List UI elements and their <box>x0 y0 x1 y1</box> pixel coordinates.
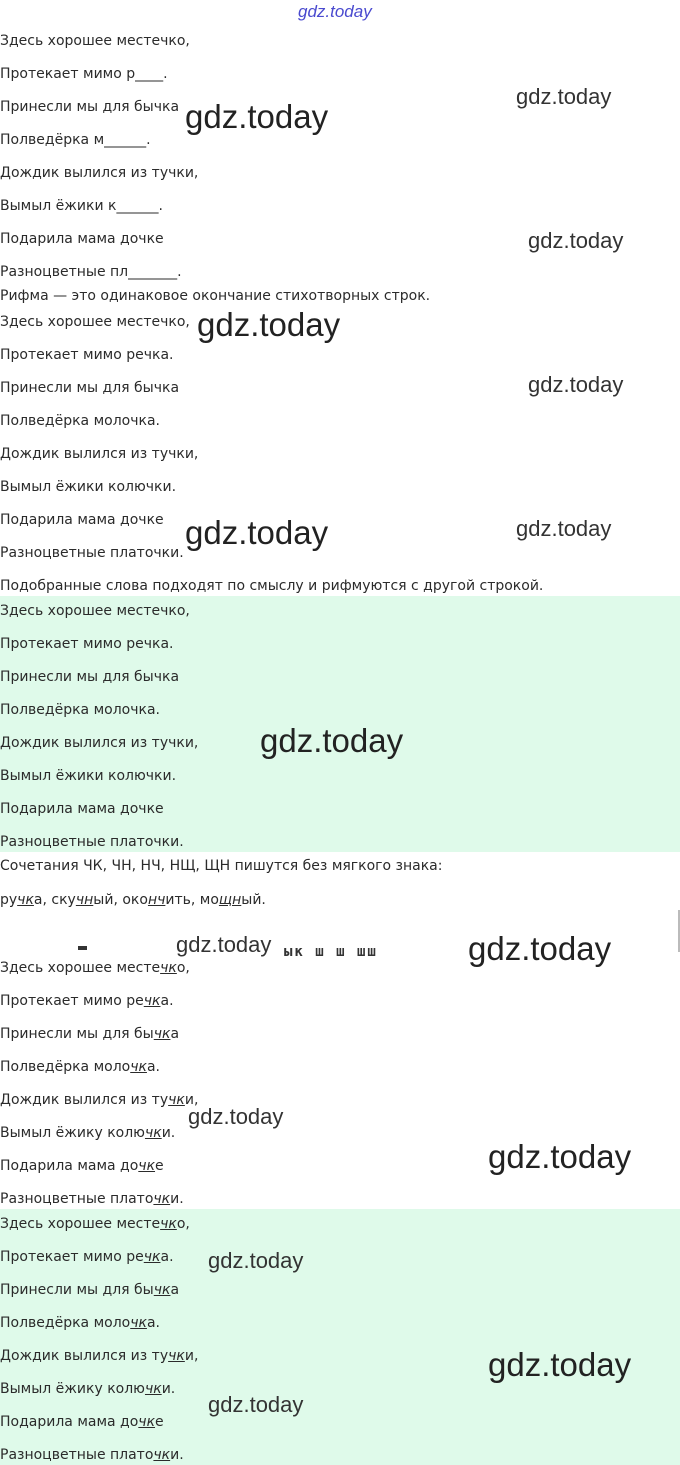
poem-line: Полведёрка молочка. <box>0 1315 160 1331</box>
poem-line: Протекает мимо речка. <box>0 636 174 652</box>
poem-line: Вымыл ёжику колючки. <box>0 1125 176 1141</box>
rule-note: Сочетания ЧК, ЧН, НЧ, НЩ, ЩН пишутся без мягкого знака: <box>0 858 443 874</box>
highlighted-letters: нч <box>147 892 166 908</box>
poem-line: Дождик вылился из тучки, <box>0 446 199 462</box>
poem-line: Полведёрка молочка. <box>0 1059 160 1075</box>
poem-line: Протекает мимо речка. <box>0 347 174 363</box>
watermark: gdz.today <box>468 930 612 967</box>
poem-line: Принесли мы для бычка <box>0 1282 180 1298</box>
poem-line: Принесли мы для бычка <box>0 1026 180 1042</box>
poem-line: Подарила мама дочке <box>0 1158 164 1174</box>
poem-line: Здесь хорошее местечко, <box>0 314 190 330</box>
poem-line: Принесли мы для бычка <box>0 99 180 115</box>
rhyme-note: Рифма — это одинаковое окончание стихотворных строк. <box>0 288 431 304</box>
watermark: gdz.today <box>528 372 624 397</box>
poem-line: Разноцветные платочки. <box>0 545 184 561</box>
watermark: gdz.today <box>208 1392 304 1417</box>
watermark: gdz.today <box>260 722 404 759</box>
watermark: gdz.today <box>488 1138 632 1175</box>
poem-line: Подарила мама дочке <box>0 231 164 247</box>
poem-line: Дождик вылился из тучки, <box>0 1092 199 1108</box>
garbled-mark <box>78 946 87 950</box>
poem-line: Дождик вылился из тучки, <box>0 1348 199 1364</box>
poem-line: Разноцветные платочки. <box>0 834 184 850</box>
poem-line: Полведёрка молочка. <box>0 413 160 429</box>
poem-line: Дождик вылился из тучки, <box>0 165 199 181</box>
poem-line: Протекает мимо речка. <box>0 1249 174 1265</box>
poem-line: Разноцветные пл_______. <box>0 264 182 280</box>
poem-line: Разноцветные платочки. <box>0 1447 184 1463</box>
watermark: gdz.today <box>197 306 341 343</box>
poem-line: Протекает мимо речка. <box>0 993 174 1009</box>
poem-line: Подарила мама дочке <box>0 801 164 817</box>
watermark: gdz.today <box>185 514 329 551</box>
watermark: gdz.today <box>176 932 272 957</box>
poem-line: Дождик вылился из тучки, <box>0 735 199 751</box>
poem-line: Здесь хорошее местечко, <box>0 33 190 49</box>
poem-line: Полведёрка м______. <box>0 132 151 148</box>
poem-line: Вымыл ёжику колючки. <box>0 1381 176 1397</box>
watermark: gdz.today <box>185 98 329 135</box>
poem-line: Вымыл ёжики к______. <box>0 198 163 214</box>
match-note: Подобранные слова подходят по смыслу и рифмуются с другой строкой. <box>0 578 544 594</box>
watermark: gdz.today <box>516 516 612 541</box>
poem-line: Разноцветные платочки. <box>0 1191 184 1207</box>
watermark: gdz.today <box>188 1104 284 1129</box>
watermark: gdz.today <box>516 84 612 109</box>
poem-line: Здесь хорошее местечко, <box>0 603 190 619</box>
watermark: gdz.today <box>528 228 624 253</box>
poem-line: Здесь хорошее местечко, <box>0 960 190 976</box>
poem-line: Полведёрка молочка. <box>0 702 160 718</box>
examples-line: ручка, скучный, окончить, мощный. <box>0 892 266 908</box>
watermark: gdz.today <box>208 1248 304 1273</box>
garbled-fragment: ык ш ш шш <box>284 944 378 960</box>
watermark: gdz.today <box>488 1346 632 1383</box>
watermark: gdz.today <box>298 2 372 21</box>
poem-line: Принесли мы для бычка <box>0 669 180 685</box>
poem-line: Подарила мама дочке <box>0 1414 164 1430</box>
highlighted-letters: чн <box>75 892 94 908</box>
poem-line: Вымыл ёжики колючки. <box>0 768 177 784</box>
poem-line: Принесли мы для бычка <box>0 380 180 396</box>
poem-line: Вымыл ёжики колючки. <box>0 479 177 495</box>
poem-line: Протекает мимо р____. <box>0 66 168 82</box>
highlighted-letters: щн <box>218 892 242 908</box>
highlighted-letters: чк <box>17 892 34 908</box>
poem-line: Подарила мама дочке <box>0 512 164 528</box>
poem-line: Здесь хорошее местечко, <box>0 1216 190 1232</box>
